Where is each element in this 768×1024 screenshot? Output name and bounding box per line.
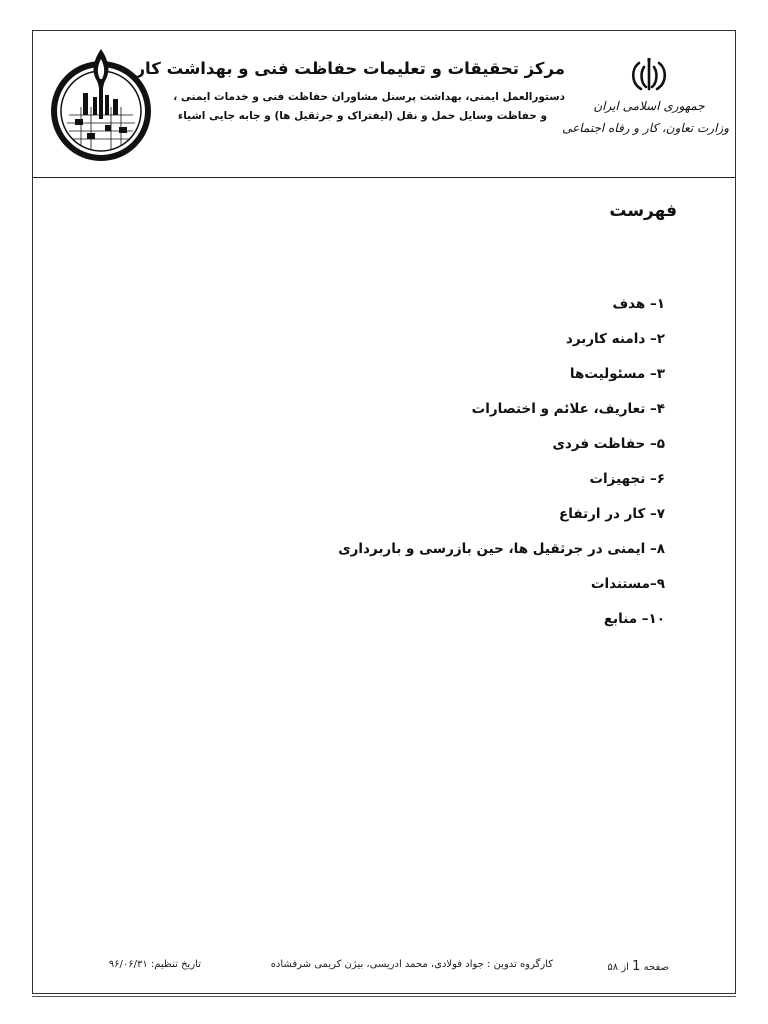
- page-number: 1: [632, 959, 641, 974]
- country-name: جمهوری اسلامی ایران: [593, 99, 705, 113]
- toc-list: [105, 291, 665, 641]
- toc-item: ۲– دامنه کاربرد: [565, 331, 665, 347]
- ministry-block: [562, 57, 729, 139]
- header-center-block: [135, 59, 565, 126]
- header-subtitle-line1: دستورالعمل ایمنی، بهداشت پرسنل مشاوران حفاظت فنی و خدمات ایمنی ،: [173, 91, 565, 103]
- document-header: [33, 31, 735, 178]
- toc-item: ۱– هدف: [612, 296, 665, 312]
- date-line: تاریخ تنظیم: ۹۶/۰۶/۳۱: [108, 959, 201, 970]
- page-frame: [32, 30, 736, 994]
- bottom-rule: [32, 996, 736, 997]
- authors-line: کارگروه تدوین : جواد فولادی، محمد ادریسی، بیژن کریمی شرفشاده: [270, 959, 553, 970]
- organization-title: مرکز تحقیقات و تعلیمات حفاظت فنی و بهداشت کار: [135, 59, 565, 78]
- ministry-name: وزارت تعاون، کار و رفاه اجتماعی: [562, 121, 729, 135]
- toc-item: ۶– تجهیزات: [589, 471, 665, 487]
- toc-title: فهرست: [609, 201, 677, 221]
- toc-item: ۷– کار در ارتفاع: [559, 506, 665, 522]
- toc-item: ۵– حفاظت فردی: [552, 436, 665, 452]
- toc-item: ۹–مستندات: [590, 576, 665, 592]
- page-indicator: [607, 959, 669, 974]
- toc-item: ۸– ایمنی در جرثقیل ها، حین بازرسی و باربرداری: [338, 541, 665, 557]
- page-total: از ۵۸: [607, 962, 629, 973]
- iran-emblem-icon: [627, 57, 671, 93]
- toc-item: ۴– تعاریف، علائم و اختصارات: [471, 401, 665, 417]
- page-footer: [33, 955, 735, 979]
- toc-item: ۱۰– منابع: [603, 611, 665, 627]
- toc-item: ۳– مسئولیت‌ها: [569, 366, 665, 382]
- page-prefix: صفحه: [643, 962, 669, 973]
- header-subtitle-line2: و حفاظت وسایل حمل و نقل (لیفتراک و جرثقیل ها) و جابه جایی اشیاء: [177, 110, 547, 122]
